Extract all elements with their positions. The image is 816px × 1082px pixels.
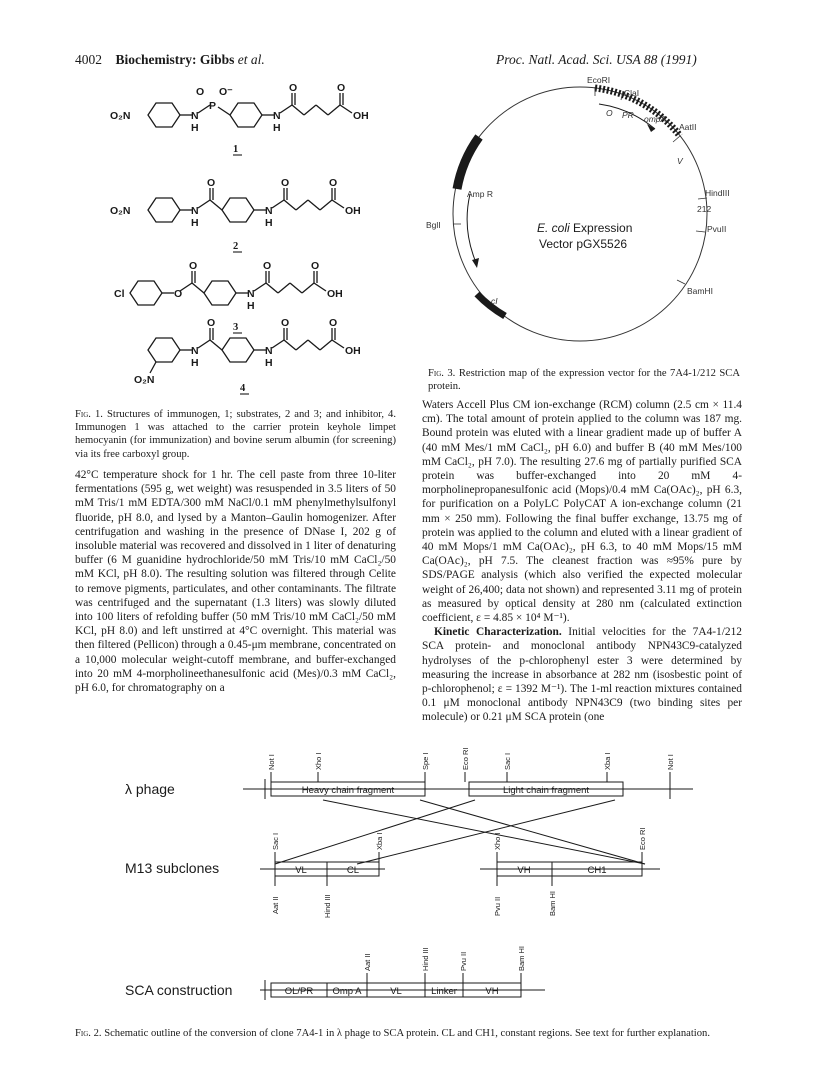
authors-etal: et al.: [237, 52, 265, 67]
c3-o: O: [174, 288, 183, 300]
c1-h: H: [191, 122, 199, 134]
c1-o2n: O₂N: [110, 110, 131, 122]
sca-site-bamhi: Bam HI: [517, 945, 526, 971]
c3-carbonyl-2: O: [311, 260, 320, 272]
c4-carbonyl-1: O: [281, 317, 290, 329]
c1-n-right: N: [273, 110, 281, 122]
m13-site-saci: Sac I: [271, 832, 280, 850]
c1-carbonyl-2: O: [337, 82, 346, 94]
c1-o-minus: O⁻: [219, 86, 233, 98]
c3-oh: OH: [327, 288, 343, 300]
site-bgli: BglI: [426, 220, 441, 230]
c4-h-right: H: [265, 357, 273, 369]
lambda-site-noti-2: Not I: [666, 754, 675, 770]
page-header-left: [75, 52, 265, 68]
m13-box-vh: VH: [517, 865, 531, 876]
c4-oh: OH: [345, 345, 361, 357]
figure-2-schematic: [95, 734, 735, 1018]
lambda-site-spei: Spe I: [421, 752, 430, 770]
lambda-site-xbai: Xba I: [603, 752, 612, 770]
figure-3-caption-text: Restriction map of the expression vector for the 7A4-1/212 SCA protein.: [428, 368, 740, 393]
c1-h-right: H: [273, 122, 281, 134]
right-paragraph-1: Waters Accell Plus CM ion-exchange (RCM) column (2.5 cm × 11.4 cm). The total amount of protein applied to the column was 187 mg. Bound protein was eluted with a linear gradient made up of buffer A (40 mM Mes/1 mM CaCl₂, pH 6.0) and buffer B (40 mM Mes/100 mM CaCl₂, pH 7.0). The resulting 27.6 mg of partially purified SCA protein was buffer-exchanged into 20 mM 4-morpholinepropanesulfonic acid (Mops)/0.4 mM Ca(OAc)₂, pH 6.3, for purification on a PolyLC PolyCAT A ion-exchange column (21 mm × 250 mm). Following the final buffer exchange, 13.75 mg of protein was applied to the column and eluted with a linear gradient of 40 mM Mops/1 mM Ca(OAc)₂, pH 6.3, to 40 mM Mops/15 mM Ca(OAc)₂, pH 7.5. The cleanest fraction was ≈95% pure by SDS/PAGE analysis (which also verified the expected molecular weight of 26,400; data not shown) and represented 3.11 mg of protein as measured by optical density at 280 nm (calculated extinction coefficient, ε = 4.85 × 10⁴ M⁻¹).: [422, 399, 742, 625]
figure-1-caption: [75, 408, 396, 461]
c1-n: N: [191, 110, 199, 122]
label-v: V: [677, 156, 683, 166]
right-column-body: [422, 398, 742, 725]
site-hindiii: HindIII: [705, 188, 730, 198]
lambda-site-xhoi: Xho I: [314, 752, 323, 770]
sca-site-hindiii: Hind III: [421, 947, 430, 971]
m13-box-cl: CL: [346, 865, 360, 876]
c1-carbonyl-1: O: [289, 82, 298, 94]
c2-o-top: O: [207, 177, 216, 189]
c2-carbonyl-2: O: [329, 177, 338, 189]
c2-h-right: H: [265, 217, 273, 229]
label-212: 212: [697, 204, 712, 214]
figure-3-caption: [428, 367, 740, 393]
figure-1-label: Fig. 1.: [75, 409, 103, 420]
c4-o2n: O₂N: [134, 374, 155, 386]
c3-n-right: N: [247, 288, 255, 300]
c2-oh: OH: [345, 205, 361, 217]
figure-3-plasmid-map: [415, 75, 745, 354]
kinetic-heading: Kinetic Characterization.: [434, 626, 562, 639]
c2-label: 2: [233, 241, 239, 252]
m13-box-vl: VL: [295, 865, 307, 876]
c2-n-right: N: [265, 205, 273, 217]
figure-3-label: Fig. 3.: [428, 368, 456, 379]
c1-oh: OH: [353, 110, 369, 122]
lambda-box-light: Light chain fragment: [502, 785, 590, 796]
c4-carbonyl-2: O: [329, 317, 338, 329]
c4-label: 4: [240, 383, 246, 394]
m13-box-ch1: CH1: [587, 865, 607, 876]
m13-site-hindiii: Hind III: [323, 894, 332, 918]
journal-citation: Proc. Natl. Acad. Sci. USA 88 (1991): [496, 52, 697, 67]
sca-box-olpr: OL/PR: [284, 986, 314, 997]
c2-h: H: [191, 217, 199, 229]
label-ci: cI: [491, 296, 498, 306]
kinetic-text: Initial velocities for the 7A4-1/212 SCA protein- and monoclonal antibody NPN43C9-catalyzed hydrolyses of the p-chlorophenyl ester 3 were determined by measuring the increase in absorbance at 282 nm (isosbestic point of p-chlorophenol; ε = 1392 M⁻¹). The 1-ml reaction mixtures contained 0.1 μM monoclonal antibody NPN43C9 (two binding sites per molecule) or 0.21 μM SCA protein (one: [422, 626, 742, 724]
m13-site-pvuii: Pvu II: [493, 896, 502, 916]
c3-cl: Cl: [114, 288, 125, 300]
c2-carbonyl-1: O: [281, 177, 290, 189]
m13-site-aatii: Aat II: [271, 896, 280, 914]
sca-box-linker: Linker: [431, 986, 457, 997]
sca-box-ompa: Omp A: [332, 986, 362, 997]
row-label-sca: SCA construction: [125, 982, 233, 998]
plasmid-title-rest: Expression: [569, 221, 633, 235]
plasmid-title-line2: Vector pGX5526: [539, 237, 628, 251]
figure-2-caption-text: Schematic outline of the conversion of clone 7A4-1 in λ phage to SCA protein. CL and CH1, constant regions. See text for further explanation.: [104, 1028, 710, 1039]
plasmid-title-line1: [537, 221, 632, 235]
m13-site-bamhi: Bam HI: [548, 890, 557, 916]
sca-site-aatii: Aat II: [363, 953, 372, 971]
left-paragraph: 42°C temperature shock for 1 hr. The cell paste from three 10-liter fermentations (595 g, wet weight) was resuspended in 3.5 liters of 50 mM Tris/1 mM EDTA/300 mM NaCl/0.1 mM phenylmethylsulfonyl fluoride, pH 8.0, and lysed by a Manton–Gaulin homogenizer. After centrifugation and washing in the presence of DNase I, 202 g of insoluble material was recovered and dissolved in 1 liter of denaturing buffer (6 M guanidine hydrochloride/50 mM Tris/10 mM CaCl₂/50 mM KCl, pH 8.0). The resulting solution was filtered through Celite to remove pigments, particulates, and other contaminants. The filtrate was centrifuged and the supernatant (1.3 liters) was slowly diluted into 100 liters of refolding buffer (50 mM Tris/10 mM CaCl₂/50 mM KCl, pH 8.0) and left unstirred at 4°C overnight. This material was then filtered (Pellicon) through a 0.45-μm membrane, concentrated on a 10,000 molecular weight-cutoff membrane, and buffer-exchanged into 20 mM 4-morpholineethanesulfonic acid (Mes)/0.3 mM CaCl₂, pH 6.0, for chromatography on a: [75, 469, 396, 695]
c1-o-top: O: [196, 86, 205, 98]
c3-carbonyl-1: O: [263, 260, 272, 272]
c1-p: P: [209, 100, 217, 112]
c4-o-top: O: [207, 317, 216, 329]
figure-2-caption: [75, 1027, 745, 1040]
row-label-m13: M13 subclones: [125, 860, 220, 876]
c4-h: H: [191, 357, 199, 369]
c4-n: N: [191, 345, 199, 357]
figure-1-structures: [100, 82, 390, 410]
sca-box-vl: VL: [390, 986, 402, 997]
figure-1-caption-text: Structures of immunogen, 1; substrates, 2 and 3; and inhibitor, 4. Immunogen 1 was attached to the carrier protein keyhole limpet hemocyanin (for immunization) and bovine serum albumin (for screening) via its free carboxyl group.: [75, 409, 397, 460]
lambda-site-ecori: Eco RI: [461, 747, 470, 770]
m13-site-xhoi: Xho I: [493, 832, 502, 850]
left-column-body: [75, 468, 396, 695]
sca-box-vh: VH: [485, 986, 499, 997]
label-ompa: ompA: [644, 114, 667, 124]
c3-label: 3: [233, 322, 239, 333]
c3-h-right: H: [247, 300, 255, 312]
m13-site-ecori: Eco RI: [638, 827, 647, 850]
c4-n-right: N: [265, 345, 273, 357]
c2-n: N: [191, 205, 199, 217]
lambda-box-heavy: Heavy chain fragment: [301, 785, 395, 796]
figure-2-label: Fig. 2.: [75, 1028, 102, 1039]
m13-site-xbai: Xba I: [375, 832, 384, 850]
sca-site-pvuii: Pvu II: [459, 951, 468, 971]
site-pvuii: PvuII: [707, 224, 727, 234]
journal-section: Biochemistry: Gibbs: [115, 52, 235, 67]
site-bamhi: BamHI: [687, 286, 713, 296]
label-ampr: Amp R: [467, 189, 493, 199]
c3-o-top: O: [189, 260, 198, 272]
page-number: 4002: [75, 52, 102, 67]
right-paragraph-2: [422, 625, 742, 724]
site-clai: ClaI: [624, 88, 640, 98]
row-label-lambda: λ phage: [125, 781, 175, 797]
site-ecori: EcoRI: [587, 75, 611, 85]
site-aatii: AatII: [679, 122, 697, 132]
c1-label: 1: [233, 144, 239, 155]
lambda-site-noti: Not I: [267, 754, 276, 770]
label-pr: PR: [622, 110, 634, 120]
plasmid-title-italic: E. coli: [537, 221, 570, 235]
c2-o2n: O₂N: [110, 205, 131, 217]
label-o: O: [606, 108, 613, 118]
lambda-site-saci: Sac I: [503, 752, 512, 770]
